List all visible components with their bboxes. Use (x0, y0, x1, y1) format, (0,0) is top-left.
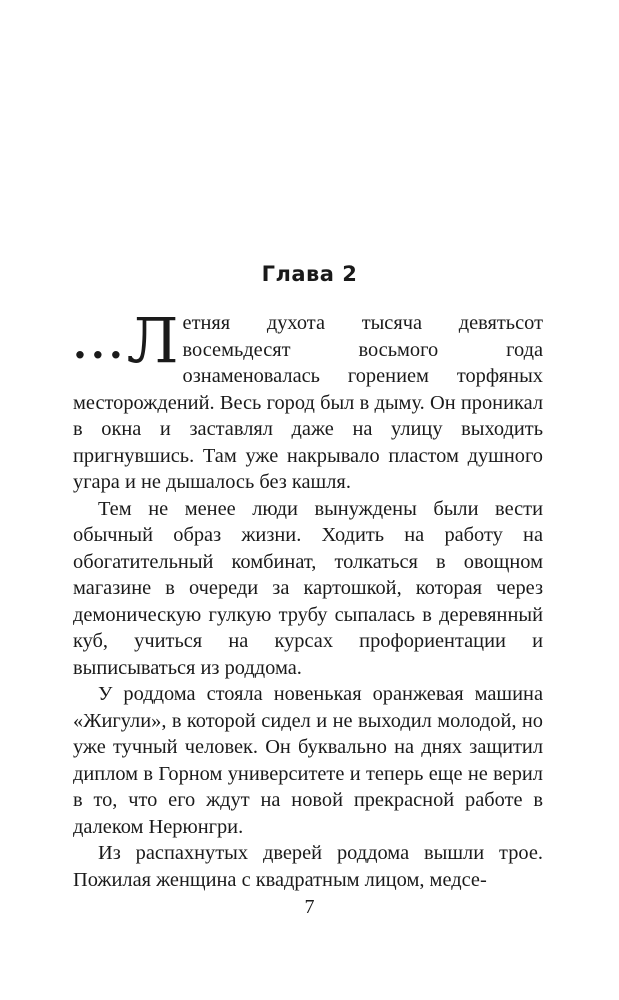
paragraph-3: У роддома стояла новенькая оранжевая машина «Жигули», в которой сидел и не выходил молодой, но уже тучный человек. Он буквально на днях защитил диплом в Горном университете и теперь еще не верил в то, что его ждут на новой прекрасной работе в далеком Нерюнгри. (73, 683, 543, 838)
chapter-title: Глава 2 (261, 262, 358, 286)
drop-cap-letter: Л (126, 304, 179, 377)
page-number: 7 (304, 896, 315, 918)
paragraph-4: Из распахнутых дверей роддома вышли трое. Пожилая женщина с квадратным лицом, медсе- (73, 842, 543, 891)
paragraph-2: Тем не менее люди вынуждены были вести обычный образ жизни. Ходить на работу на обогатительный комбинат, толкаться в овощном магазине в очереди за картошкой, которая через демоническую гулкую трубу сыпалась в деревянный куб, учиться на курсах профориентации и выписываться из роддома. (73, 497, 543, 679)
body-text (73, 304, 543, 893)
paragraph-1 (73, 304, 543, 496)
paragraph-1-text: етняя духота тысяча девятьсот восемьдесят восьмого года ознаменовалась горением торфяных месторождений. Весь город был в дыму. Он проникал в окна и заставлял даже на улицу выходить пригнувшись. Там уже накрывало пластом душного угара и не дышалось без кашля. (73, 312, 543, 493)
ellipsis-lead: ... (73, 321, 127, 368)
